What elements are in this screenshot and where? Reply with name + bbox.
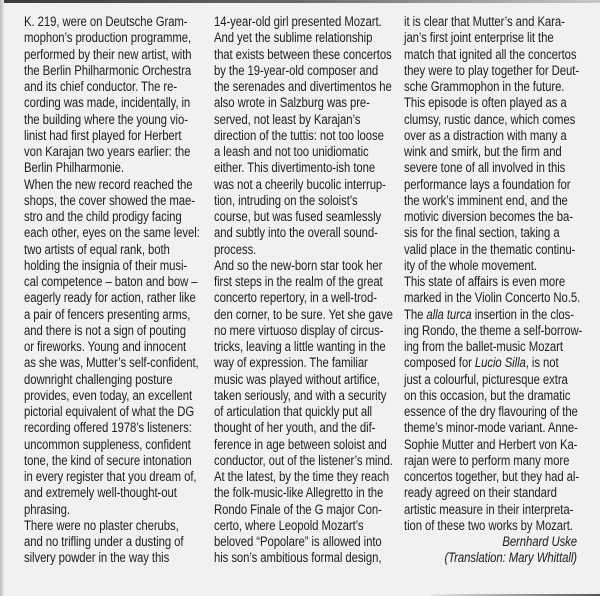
text-line: concertos together, but they had al-	[404, 469, 580, 485]
text-line: von Karajan two years earlier: the	[24, 144, 191, 160]
text-line: and extremely well-thought-out	[24, 485, 177, 502]
text-column-3	[404, 14, 600, 567]
text-line: and its chief conductor. The re-	[24, 79, 178, 95]
text-line: the Berlin Philharmonic Orchestra	[24, 62, 192, 79]
text-line: downright challenging posture	[24, 371, 173, 388]
text-column-1	[24, 14, 244, 567]
text-line: the building where the young vio-	[24, 111, 188, 128]
text-line: of articulation that quickly put all	[214, 404, 372, 420]
text-line: certo, where Leopold Mozart’s	[214, 517, 364, 534]
text-line: cording was made, incidentally, in	[24, 95, 191, 112]
translator-credit-text: (Translation: Mary Whittall)	[444, 550, 577, 567]
text-line: valid place in the thematic continu-	[404, 241, 576, 258]
text-line: uncommon suppleness, confident	[24, 436, 191, 453]
text-line: a pair of fencers presenting arms,	[24, 306, 191, 323]
text-line: wink and smirk, but the firm and	[404, 144, 562, 160]
text-line: 14-year-old girl presented Mozart.	[214, 14, 382, 30]
text-line: concerto repertory, in a well-trod-	[214, 290, 377, 307]
text-line: and subtly into the overall sound-	[214, 225, 378, 242]
text-line: thought of her youth, and the dif-	[214, 420, 376, 437]
text-line: ready agreed on their standard	[404, 485, 557, 502]
text-line: and there is not a sign of pouting	[24, 322, 186, 339]
text-line: clumsy, rustic dance, which comes	[404, 111, 576, 128]
text-line: over as a distraction with many a	[404, 127, 567, 144]
text-line: den corner, to be sure. Yet she gave	[214, 306, 393, 323]
text-line: tone, the kind of secure intonation	[24, 452, 192, 469]
text-line: rajan were to perform many more	[404, 452, 570, 469]
text-line: that exists between these concertos	[214, 46, 392, 63]
author-credit	[439, 534, 577, 550]
text-line: marked in the Violin Concerto No.5.	[404, 290, 581, 307]
text-line: tion, intruding on the soloist’s	[214, 192, 358, 209]
italic-term-alla-turca: alla turca	[426, 306, 472, 323]
text-line: K. 219, were on Deutsche Gram-	[24, 14, 188, 30]
text-fragment: insertion in the clos-	[471, 306, 574, 323]
text-line: mophon’s production programme,	[24, 30, 192, 47]
text-line: the serenades and divertimentos he	[214, 79, 392, 95]
text-line: And so the new-born star took her	[214, 257, 383, 274]
translation-credit	[439, 550, 577, 566]
text-line: way of expression. The familiar	[214, 355, 368, 372]
text-line: theme’s minor-mode variant. Anne-	[404, 420, 578, 437]
text-line: phrasing.	[24, 501, 70, 518]
text-line: jan’s first joint enterprise lit the	[404, 30, 554, 47]
text-line: ing from the ballet-music Mozart	[404, 339, 563, 355]
text-line: eagerly ready for action, rather like	[24, 290, 196, 307]
text-line: silvery powder in the way this	[24, 550, 170, 567]
text-line: ity of the whole movement.	[404, 257, 537, 274]
text-line: it is clear that Mutter’s and Kara-	[404, 14, 565, 30]
text-line: served, not least by Karajan’s	[214, 111, 361, 128]
scan-top-edge	[0, 0, 600, 3]
text-fragment: composed for	[404, 355, 475, 372]
text-line: they were to play together for Deut-	[404, 62, 580, 79]
text-line	[404, 355, 582, 371]
text-line: or fireworks. Young and innocent	[24, 339, 187, 355]
text-line: This state of affairs is even more	[404, 274, 566, 290]
text-line: was not a cheerily bucolic interrup-	[214, 176, 386, 193]
text-line: a leash and not too unidiomatic	[214, 144, 369, 160]
text-line: course, but was fused seamlessly	[214, 209, 382, 225]
text-line: match that ignited all the concertos	[404, 46, 577, 63]
text-line: pictorial equivalent of what the DG	[24, 404, 195, 420]
text-line: Rondo Finale of the G major Con-	[214, 501, 382, 518]
text-line: just a colourful, picturesque extra	[404, 371, 568, 388]
text-line: process.	[214, 241, 257, 258]
text-line: holding the insignia of their musi-	[24, 257, 188, 274]
text-line: linist had first played for Herbert	[24, 127, 182, 144]
text-line: And yet the sublime relationship	[214, 30, 373, 47]
text-line: beloved “Popolare” is allowed into	[214, 534, 382, 550]
text-line: sche Grammophon in the future.	[404, 79, 565, 95]
text-line: artistic measure in their interpreta-	[404, 501, 574, 518]
text-line: This episode is often played as a	[404, 95, 567, 112]
text-line: severe tone of all involved in this	[404, 160, 566, 177]
text-line: sis for the final section, taking a	[404, 225, 560, 242]
text-line: either. This divertimento-ish tone	[214, 160, 376, 177]
text-line: Berlin Philharmonie.	[24, 160, 124, 177]
scan-left-edge	[0, 0, 4, 596]
text-line	[404, 307, 582, 323]
text-line: At the latest, by the time they reach	[214, 469, 389, 485]
text-line: and no trifling under a dusting of	[24, 534, 184, 550]
text-line: also wrote in Salzburg was pre-	[214, 95, 370, 112]
text-line: ference in age between soloist and	[214, 436, 387, 453]
text-line: first steps in the realm of the great	[214, 274, 383, 290]
italic-title-lucio-silla: Lucio Silla	[474, 355, 526, 372]
text-line: provides, even today, an excellent	[24, 387, 193, 404]
text-line: ing Rondo, the theme a self-borrow-	[404, 322, 583, 339]
author-name: Bernhard Uske	[502, 534, 577, 550]
text-line: shops, the cover showed the mae-	[24, 192, 195, 209]
text-line: music was played without artifice,	[214, 371, 380, 388]
text-line: tion of these two works by Mozart.	[404, 517, 573, 534]
text-line: his son’s ambitious formal design,	[214, 550, 382, 567]
text-line: two artists of equal rank, both	[24, 241, 170, 258]
text-line: each other, eyes on the same level:	[24, 225, 200, 242]
text-line: cal competence – baton and bow –	[24, 274, 198, 290]
text-line: performance lays a foundation for	[404, 176, 571, 193]
text-line: direction of the tuttis: not too loose	[214, 127, 384, 144]
text-line: There were no plaster cherubs,	[24, 517, 179, 534]
text-line: no mere virtuoso display of circus-	[214, 322, 384, 339]
text-line: recording offered 1978’s listeners:	[24, 420, 192, 437]
text-line: tricks, leaving a little wanting in the	[214, 339, 386, 355]
text-line: the folk-music-like Allegretto in the	[214, 485, 384, 502]
text-line: as she was, Mutter’s self-confident,	[24, 355, 199, 372]
text-line: the work’s imminent end, and the	[404, 192, 568, 209]
text-line: essence of the dry flavouring of the	[404, 404, 578, 420]
text-line: motivic diversion becomes the ba-	[404, 209, 573, 225]
text-fragment: The	[404, 306, 427, 323]
text-line: stro and the child prodigy facing	[24, 209, 182, 225]
text-line: taken seriously, and with a security	[214, 387, 387, 404]
text-line: conductor, out of the listener’s mind.	[214, 452, 393, 469]
text-line: Sophie Mutter and Herbert von Ka-	[404, 436, 578, 453]
text-line: in every register that you dream of,	[24, 469, 197, 485]
text-line: When the new record reached the	[24, 176, 193, 193]
text-line: performed by their new artist, with	[24, 46, 192, 63]
text-fragment: , is not	[525, 355, 559, 372]
text-line: by the 19-year-old composer and	[214, 62, 379, 79]
text-line: on this occasion, but the dramatic	[404, 387, 571, 404]
